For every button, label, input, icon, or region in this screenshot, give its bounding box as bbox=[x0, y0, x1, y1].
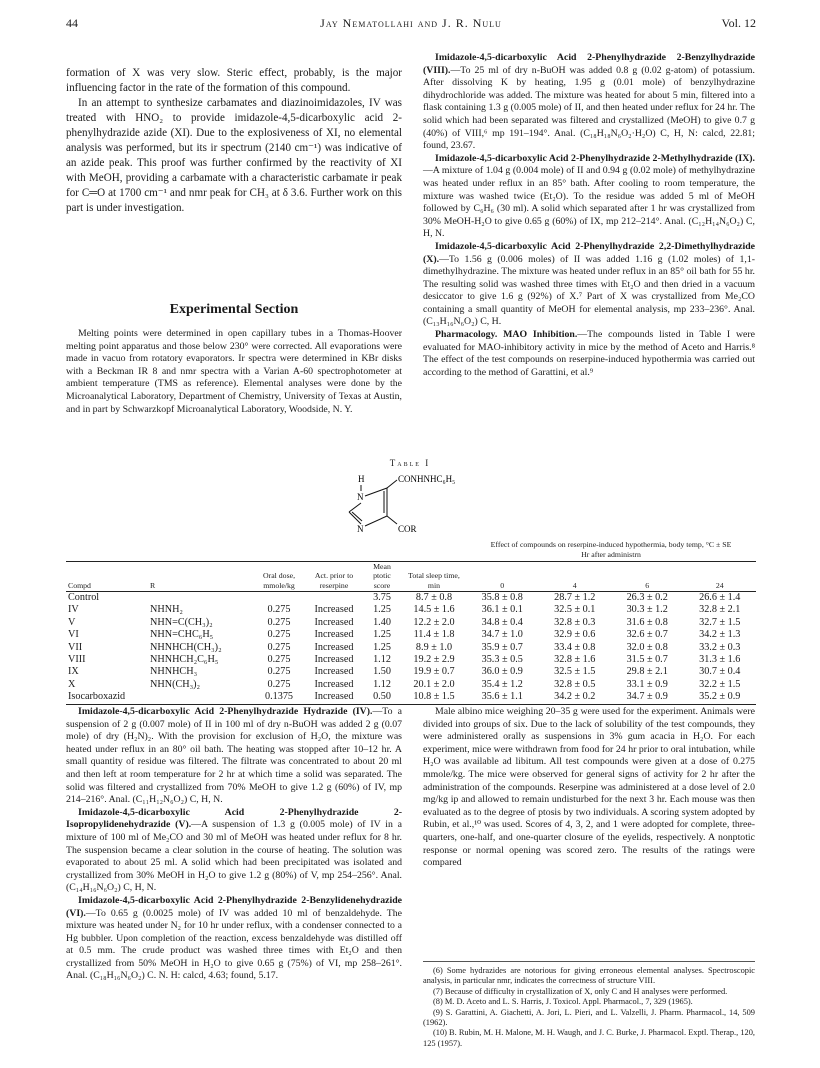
experimental-text bbox=[66, 328, 402, 416]
table-cell: 0.50 bbox=[373, 691, 391, 703]
table-cell: 33.2 ± 0.3 bbox=[699, 641, 741, 653]
structure-bond bbox=[387, 516, 397, 524]
table-cell: 35.2 ± 0.9 bbox=[699, 691, 741, 703]
table-cell bbox=[148, 592, 252, 604]
procedure-body: —A suspension of 1.3 g (0.005 mole) of IV in a mixture of 100 ml of Me₂CO and 30 ml of MeOH was heated under reflux for 8 hr. The suspension became a clear solution in the course of heating. The solution was evaporated to about 25 ml. A solid which had been precipitated was isolated and crystallized from 30% MeOH in H₂O to give 1.2 g (80%) of V, mp 254–256°. Anal. (C₁₄H₁₆N₆O₂) C, H, N. bbox=[66, 819, 403, 894]
table-cell: NHN=CHC₆H₅ bbox=[150, 629, 214, 641]
col-header: Act. prior to reserpine bbox=[314, 571, 354, 590]
table-cell: 35.8 ± 0.8 bbox=[481, 592, 523, 604]
procedure-heading: Imidazole-4,5-dicarboxylic Acid 2-Phenylhydrazide 2-Isopropylidenehydrazide (V). bbox=[66, 806, 402, 831]
procedure-vi bbox=[66, 895, 402, 983]
intro-paragraph: formation of X was very slow. Steric effect, probably, is the major influencing factor in the rate of the formation of this compound. bbox=[66, 67, 402, 94]
structure-n-top: N bbox=[357, 492, 364, 502]
table-cell: 32.0 ± 0.8 bbox=[626, 641, 668, 653]
table-cell: 0.275 bbox=[267, 641, 291, 653]
table-cell: 32.8 ± 2.1 bbox=[699, 604, 741, 616]
procedure-heading: Imidazole-4,5-dicarboxylic Acid 2-Phenylhydrazide 2-Methylhydrazide (IX). bbox=[435, 152, 755, 164]
structure-h-label: H bbox=[358, 474, 365, 484]
table-cell: 32.9 ± 0.6 bbox=[554, 629, 596, 641]
table-cell: 35.9 ± 0.7 bbox=[481, 641, 523, 653]
table-row bbox=[66, 617, 756, 629]
procedure-body: —The compounds listed in Table I were evaluated for MAO-inhibitory activity in mice by the method of Aceto and Harris.⁸ The effect of the test compounds on reserpine-induced hypothermia was carried out according to the method of Garattini, et al.⁹ bbox=[423, 329, 755, 378]
structure-bond bbox=[349, 503, 361, 512]
table-cell: 0.275 bbox=[267, 666, 291, 678]
table-cell: 28.7 ± 1.2 bbox=[554, 592, 596, 604]
table-cell: Increased bbox=[314, 616, 354, 628]
table-cell: VII bbox=[68, 641, 83, 653]
procedure-x bbox=[423, 241, 755, 329]
table-row bbox=[66, 592, 756, 604]
table-group-header: Effect of compounds on reserpine-induced hypothermia, body temp, °C ± SE bbox=[490, 540, 732, 549]
col-header: Mean ptotic score bbox=[373, 561, 391, 590]
table-cell: 31.3 ± 1.6 bbox=[699, 654, 741, 666]
col-header: 24 bbox=[715, 580, 724, 590]
intro-text bbox=[66, 66, 402, 216]
table-cell: 0.275 bbox=[267, 678, 291, 690]
table-cell: 1.12 bbox=[373, 654, 391, 666]
table-cell: 26.6 ± 1.4 bbox=[699, 592, 741, 604]
procedure-v bbox=[66, 807, 402, 895]
table-cell: 1.40 bbox=[373, 616, 391, 628]
table-cell: 34.2 ± 0.2 bbox=[554, 691, 596, 703]
procedure-ix bbox=[423, 153, 755, 241]
table-cell: Increased bbox=[314, 604, 354, 616]
footnote: (7) Because of difficulty in crystallization of X, only C and H analyses were performed. bbox=[433, 986, 728, 996]
table-cell: V bbox=[68, 616, 76, 628]
col-header: 4 bbox=[572, 580, 577, 590]
table-cell: 0.275 bbox=[267, 604, 291, 616]
experimental-paragraph: Melting points were determined in open capillary tubes in a Thomas-Hoover melting point apparatus and those below 230° were corrected. All evaporations were made in vacuo from rotatory evaporators. Ir spectra were determined in KBr disks with a Beckman IR 8 and nmr spectra with a Varian A-60 spectrophotometer at ambient temperature (TMS as reference). Elemental analyses were done by the Microanalytical Laboratory, Department of Chemistry, University of Texas at Austin, and in part by Schwarzkopf Microanalytical Laboratory, Woodside, N. Y. bbox=[66, 328, 402, 415]
table-cell: 32.8 ± 0.5 bbox=[554, 678, 596, 690]
procedure-viii bbox=[423, 52, 755, 153]
table-cell: 34.8 ± 0.4 bbox=[481, 616, 523, 628]
table-cell: Increased bbox=[314, 641, 354, 653]
table-cell: 31.6 ± 0.8 bbox=[626, 616, 668, 628]
table-cell: 14.5 ± 1.6 bbox=[413, 604, 455, 616]
table-cell: 32.2 ± 1.5 bbox=[699, 678, 741, 690]
col-header: Total sleep time, min bbox=[408, 571, 460, 590]
running-title: Jay Nematollahi and J. R. Nulu bbox=[320, 16, 502, 30]
table-cell: 35.6 ± 1.1 bbox=[481, 691, 523, 703]
table-row bbox=[66, 654, 756, 666]
table-cell: 35.3 ± 0.5 bbox=[481, 654, 523, 666]
bottom-right-column bbox=[423, 706, 755, 870]
table-cell: 35.4 ± 1.2 bbox=[481, 678, 523, 690]
table-cell: IX bbox=[68, 666, 79, 678]
table-cell: Increased bbox=[314, 678, 354, 690]
table-cell: 0.1375 bbox=[264, 691, 293, 703]
footnote: (6) Some hydrazides are notorious for giving erroneous elemental analyses. Spectroscopic analysis, in particular nmr, indicates the correctness of structure VIII. bbox=[423, 966, 755, 986]
table-row bbox=[66, 666, 756, 678]
table-cell: 30.7 ± 0.4 bbox=[699, 666, 741, 678]
table-cell: 1.50 bbox=[373, 666, 391, 678]
table-cell: 34.7 ± 1.0 bbox=[481, 629, 523, 641]
methods-paragraph: Male albino mice weighing 20–35 g were used for the experiment. Animals were divided into groups of six. Due to the lack of solubility of the test compounds, they were administered orally as suspensions in 3% gum acacia in H₂O. For each experiment, mice were withdrawn from food for 24 hr prior to oral intubation, while H₂O was available ad libitum. All test compounds were given at a dose of 0.275 mmole/kg. The mice were observed for general signs of activity for 2 hr after the administration of the compounds. Reserpine was administered at a dose level of 2.0 mg/kg ip and allowed to remain undisturbed for the next 3 hr. Each mouse was then evaluated as to the degree of ptosis by two individuals. A scoring system adopted by Rubin, et al.,¹⁰ was used. Scores of 4, 3, 2, and 1 were adopted for complete, three-quarters, one-half, and one-quarter closure of the eyelids, respectively. A nonptotic response or normal opening was scored zero. The results of the ratings were compared bbox=[423, 706, 755, 869]
table-row bbox=[66, 691, 756, 703]
table-cell: 19.2 ± 2.9 bbox=[413, 654, 455, 666]
table-cell: NHNHCH₂C₆H₅ bbox=[150, 654, 219, 666]
table-cell: 32.5 ± 0.1 bbox=[554, 604, 596, 616]
table-cell: 34.2 ± 1.3 bbox=[699, 629, 741, 641]
page-header bbox=[66, 16, 756, 32]
table-cell: 31.5 ± 0.7 bbox=[626, 654, 668, 666]
table-cell: NHN=C(CH₃)₂ bbox=[150, 616, 213, 628]
table-cell: Increased bbox=[314, 654, 354, 666]
table-row bbox=[66, 629, 756, 641]
table-row bbox=[66, 604, 756, 616]
table-row bbox=[66, 642, 756, 654]
structure-bottom-label: COR bbox=[398, 524, 417, 534]
footnote: (9) S. Garattini, A. Giachetti, A. Jori, L. Pieri, and L. Valzelli, J. Pharm. Pharmacol., 14, 509 (1962). bbox=[423, 1007, 755, 1028]
table-cell: 11.4 ± 1.8 bbox=[413, 629, 455, 641]
right-column-top bbox=[423, 52, 755, 379]
table-cell: 32.5 ± 1.5 bbox=[554, 666, 596, 678]
procedure-body: —To 1.56 g (0.006 moles) of II was added 1.16 g (1.02 moles) of 1,1-dimethylhydrazine. The mixture was heated under reflux in an 85° oil bath for 55 hr. The resulting solid was washed three times with Et₂O and then dried in a vacuum desiccator to give 1.6 g (92%) of X.⁷ Part of X was crystallized from Me₂CO containing a small quantity of MeOH for elemental analysis, mp 233–236°. Anal. (C₁₃H₁₆N₆O₂) C, H. bbox=[423, 253, 755, 328]
table-cell: 0.275 bbox=[267, 654, 291, 666]
table-cell: NHN(CH₃)₂ bbox=[150, 678, 201, 690]
table-cell: NHNHCH₃ bbox=[150, 666, 198, 678]
table-cell: VIII bbox=[68, 654, 86, 666]
table-cell: 32.7 ± 1.5 bbox=[699, 616, 741, 628]
procedure-body: —To 25 ml of dry n-BuOH was added 0.8 g (0.02 g-atom) of potassium. After dissolving K by heating, 1.95 g (0.01 mole) of benzylhydrazine dihydrochloride was added. The mixture was heated for about 5 min, filtered into a flask containing 1.3 g (0.005 mole) of II, and then heated under reflux for 24 hr. The solid which had been separated was filtered and crystallized (MeOH) to give 0.7 g (40%) of VIII,⁶ mp 191–194°. Anal. (C₁₈H₁₈N₆O₂·H₂O) C, H, N: calcd, 22.81; found, 23.67. bbox=[423, 64, 755, 152]
table-cell: 33.4 ± 0.8 bbox=[554, 641, 596, 653]
table-cell: X bbox=[68, 678, 76, 690]
footnote: (8) M. D. Aceto and L. S. Harris, J. Toxicol. Appl. Pharmacol., 7, 329 (1965). bbox=[433, 997, 693, 1007]
col-header: 0 bbox=[500, 580, 505, 590]
table-cell: 3.75 bbox=[373, 592, 391, 604]
table-cell: 8.9 ± 1.0 bbox=[415, 641, 453, 653]
table-cell: Control bbox=[68, 592, 100, 604]
procedure-heading: Imidazole-4,5-dicarboxylic Acid 2-Phenylhydrazide Hydrazide (IV). bbox=[78, 706, 373, 717]
table-cell bbox=[252, 592, 306, 604]
intro-paragraph: In an attempt to synthesize carbamates and diazinoimidazoles, IV was treated with HNO₂ to provide imidazole-4,5-dicarboxylic acid 2-phenylhydrazide azide (XI). Due to the explosiveness of XI, no elemental analysis was performed, but its ir spectrum (2140 cm⁻¹) was indicative of an azide peak. This proof was further confirmed by the reactivity of XI with MeOH, providing a carbamate with a characteristic carbamate ir peak for C═O at 1700 cm⁻¹ and nmr peak for CH₃ at δ 3.6. Further work on this part is under investigation. bbox=[66, 97, 402, 214]
table-cell: NHNHCH(CH₃)₂ bbox=[150, 641, 222, 653]
table-cell: 1.25 bbox=[373, 641, 391, 653]
procedure-heading: Pharmacology. MAO Inhibition. bbox=[435, 329, 578, 341]
table-cell: Increased bbox=[314, 666, 354, 678]
table-cell: 1.25 bbox=[373, 629, 391, 641]
pharmacology-paragraph bbox=[423, 329, 755, 379]
procedure-body: —To a suspension of 2 g (0.007 mole) of II in 100 ml of dry n-BuOH was added 2 g (0.07 mole) of dry (H₂N)₂. With the provision for exclusion of H₂O, the mixture was heated under reflux in an 80° oil bath. The heating was stopped after 10–12 hr. A small quantity of residue was filtered. The filtrate was concentrated to about 20 ml and then left at room temperature for 2 hr at which time a solid was separated. The solid was filtered and crystallized from 70% MeOH to give 1.2 g (60%) of IV, mp 214–216°. Anal. (C₁₁H₁₂N₆O₂) C, H, N. bbox=[66, 706, 403, 806]
table-cell: 32.6 ± 0.7 bbox=[626, 629, 668, 641]
table-cell: 29.8 ± 2.1 bbox=[626, 666, 668, 678]
table-cell: 20.1 ± 2.0 bbox=[413, 678, 455, 690]
structure-bond bbox=[387, 480, 397, 488]
table-cell: 10.8 ± 1.5 bbox=[413, 691, 455, 703]
table-cell: 0.275 bbox=[267, 629, 291, 641]
procedure-iv bbox=[66, 706, 402, 807]
table-cell: IV bbox=[68, 604, 79, 616]
table-title: Table I bbox=[389, 458, 431, 468]
table-cell: Increased bbox=[314, 629, 354, 641]
table-cell: 1.25 bbox=[373, 604, 391, 616]
volume-label: Vol. 12 bbox=[721, 16, 756, 30]
table-cell bbox=[306, 592, 362, 604]
table-cell: VI bbox=[68, 629, 79, 641]
table-cell: Increased bbox=[314, 691, 354, 703]
table-cell: 19.9 ± 0.7 bbox=[413, 666, 455, 678]
procedure-body: —A mixture of 1.04 g (0.004 mole) of II and 0.94 g (0.02 mole) of methylhydrazine was heated under reflux in an 85° bath. After cooling to room temperature, the mixture was washed twice (Et₂O). To the residue was added 5 ml of MeOH followed by C₆H₆ (30 ml). A solid which separated after 1 hr was crystallized from 30% MeOH-H₂O to give 0.65 g (60%) of IX, mp 212–214°. Anal. (C₁₂H₁₄N₆O₂) C, H, N. bbox=[423, 165, 755, 240]
procedure-heading: Imidazole-4,5-dicarboxylic Acid 2-Phenylhydrazide 2-Benzylhydrazide (VIII). bbox=[423, 52, 755, 76]
table-cell: 26.3 ± 0.2 bbox=[626, 592, 668, 604]
results-table bbox=[66, 540, 756, 705]
table-cell bbox=[148, 691, 252, 703]
imidazole-structure bbox=[335, 470, 510, 550]
bottom-left-column bbox=[66, 706, 402, 983]
table-cell: 30.3 ± 1.2 bbox=[626, 604, 668, 616]
table-cell: 34.7 ± 0.9 bbox=[626, 691, 668, 703]
table-cell: Isocarboxazid bbox=[68, 691, 126, 703]
table-cell: 8.7 ± 0.8 bbox=[415, 592, 453, 604]
col-header: R bbox=[150, 580, 156, 590]
procedure-body: —To 0.65 g (0.0025 mole) of IV was added 10 ml of benzaldehyde. The mixture was heated under N₂ for 10 hr under reflux, with a condenser connected to a Hg bubbler. Upon completion of the reaction, excess benzaldehyde was distilled off at 0.5 mm. The crude product was washed three times with Et₂O and then crystallized from 50% MeOH in H₂O to give 0.65 g (75%) of VI, mp 258–261°. Anal. (C₁₈H₁₆N₆O₂) C. N. H: calcd, 4.63; found, 5.17. bbox=[66, 907, 402, 982]
table-cell: 32.8 ± 1.6 bbox=[554, 654, 596, 666]
procedure-heading: Imidazole-4,5-dicarboxylic Acid 2-Phenylhydrazide 2,2-Dimethylhydrazide (X). bbox=[423, 240, 755, 265]
table-cell: 33.1 ± 0.9 bbox=[626, 678, 668, 690]
procedure-heading: Imidazole-4,5-dicarboxylic Acid 2-Phenylhydrazide 2-Benzylidenehydrazide (VI). bbox=[66, 894, 402, 919]
table-cell: 12.2 ± 2.0 bbox=[413, 616, 455, 628]
structure-side-label: CONHNHC₆H₅ bbox=[398, 474, 456, 484]
table-subgroup-header: Hr after administrn bbox=[581, 550, 641, 560]
table-cell: NHNH₂ bbox=[150, 604, 183, 616]
section-heading: Experimental Section bbox=[169, 302, 299, 317]
table-cell: 0.275 bbox=[267, 616, 291, 628]
page-number: 44 bbox=[66, 16, 78, 30]
footnote: (10) B. Rubin, M. H. Malone, M. H. Waugh, and J. C. Burke, J. Pharmacol. Exptl. Therap., 120, 125 (1957). bbox=[423, 1028, 755, 1048]
table-cell: 36.0 ± 0.9 bbox=[481, 666, 523, 678]
col-header: Oral dose, mmole/kg bbox=[262, 571, 296, 590]
col-header: 6 bbox=[645, 580, 650, 590]
table-row bbox=[66, 679, 756, 691]
table-cell: 36.1 ± 0.1 bbox=[481, 604, 523, 616]
table-cell: 1.12 bbox=[373, 678, 391, 690]
col-header: Compd bbox=[68, 580, 91, 590]
table-cell: 32.8 ± 0.3 bbox=[554, 616, 596, 628]
structure-n-bottom: N bbox=[357, 524, 364, 534]
footnotes bbox=[423, 961, 755, 1049]
